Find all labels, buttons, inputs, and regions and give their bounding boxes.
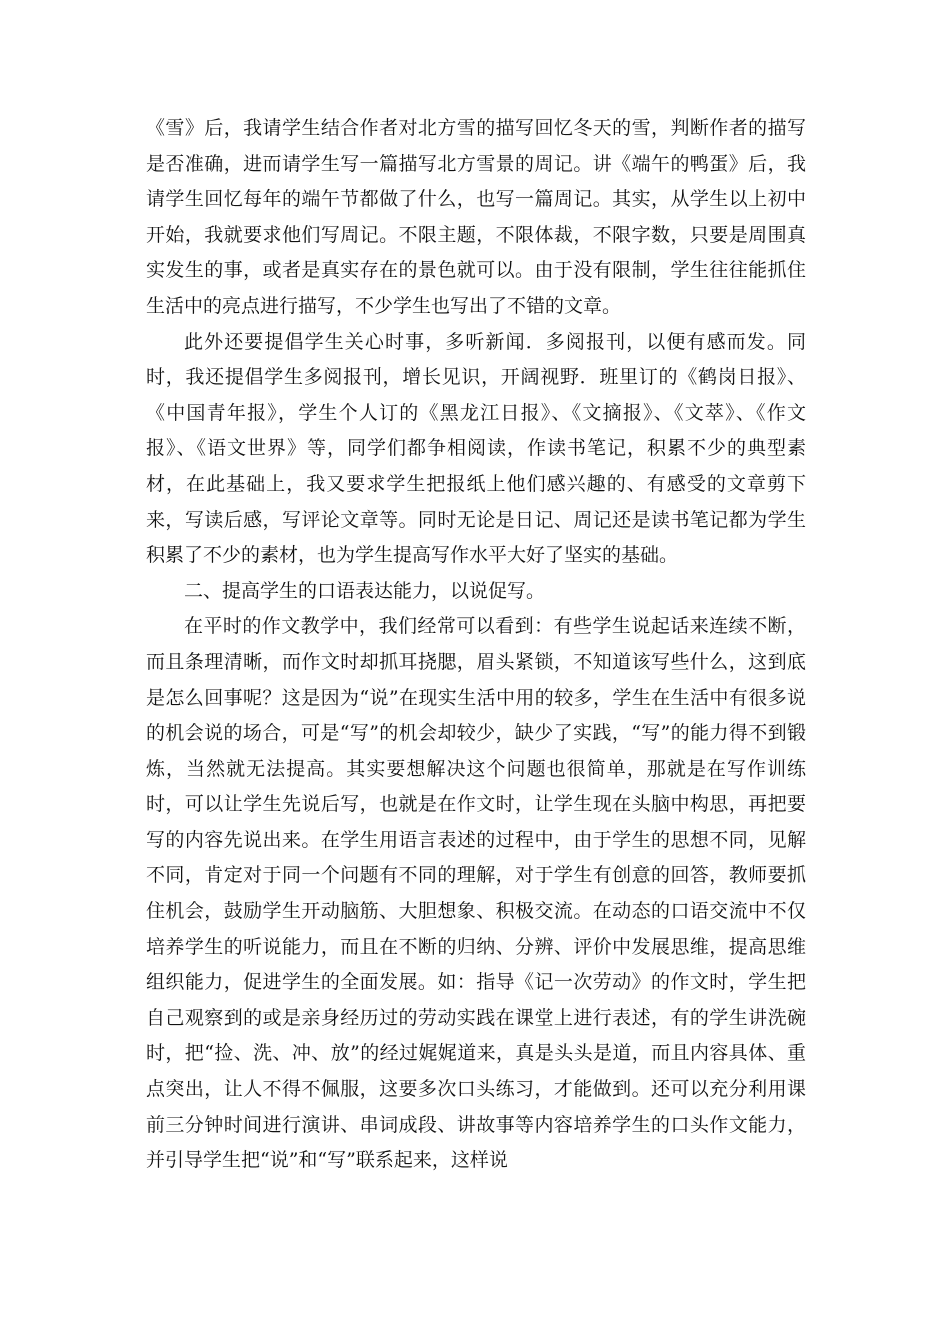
section-heading: 二、提高学生的口语表达能力，以说促写。 [184,579,546,602]
body-text [146,111,806,1179]
paragraph-3: 在平时的作文教学中，我们经常可以看到：有些学生说起话来连续不断，而且条理清晰，而作文时却抓耳挠腮，眉头紧锁，不知道该写些什么，这到底是怎么回事呢？这是因为“说”在现实生活中用的较多，学生在生活中有很多说的机会说的场合，可是“写”的机会却较少，缺少了实践，“写”的能力得不到锻炼，当然就无法提高。其实要想解决这个问题也很简单，那就是在写作训练时，可以让学生先说后写，也就是在作文时，让学生现在头脑中构思，再把要写的内容先说出来。在学生用语言表述的过程中，由于学生的思想不同，见解不同，肯定对于同一个问题有不同的理解，对于学生有创意的回答，教师要抓住机会，鼓励学生开动脑筋、大胆想象、积极交流。在动态的口语交流中不仅培养学生的听说能力，而且在不断的归纳、分辨、评价中发展思维，提高思维组织能力，促进学生的全面发展。如：指导《记一次劳动》的作文时，学生把自己观察到的或是亲身经历过的劳动实践在课堂上进行表述，有的学生讲洗碗时，把“捡、洗、冲、放”的经过娓娓道来，真是头头是道，而且内容具体、重点突出，让人不得不佩服，这要多次口头练习，才能做到。还可以充分利用课前三分钟时间进行演讲、串词成段、讲故事等内容培养学生的口头作文能力，并引导学生把“说”和“写”联系起来，这样说 [146,615,806,1172]
paragraph-2: 此外还要提倡学生关心时事，多听新闻．多阅报刊，以便有感而发。同时，我还提倡学生多阅报刊，增长见识，开阔视野．班里订的《鹤岗日报》、《中国青年报》，学生个人订的《黑龙江日报》、《文摘报》、《文萃》、《作文报》、《语文世界》等，同学们都争相阅读，作读书笔记，积累不少的典型素材，在此基础上，我又要求学生把报纸上他们感兴趣的、有感受的文章剪下来，写读后感，写评论文章等。同时无论是日记、周记还是读书笔记都为学生积累了不少的素材，也为学生提高写作水平大好了坚实的基础。 [146,330,806,567]
paragraph-1: 《雪》后，我请学生结合作者对北方雪的描写回忆冬天的雪，判断作者的描写是否准确，进而请学生写一篇描写北方雪景的周记。讲《端午的鸭蛋》后，我请学生回忆每年的端午节都做了什么，也写一篇周记。其实，从学生以上初中开始，我就要求他们写周记。不限主题，不限体裁，不限字数，只要是周围真实发生的事，或者是真实存在的景色就可以。由于没有限制，学生往往能抓住生活中的亮点进行描写，不少学生也写出了不错的文章。 [146,117,806,317]
